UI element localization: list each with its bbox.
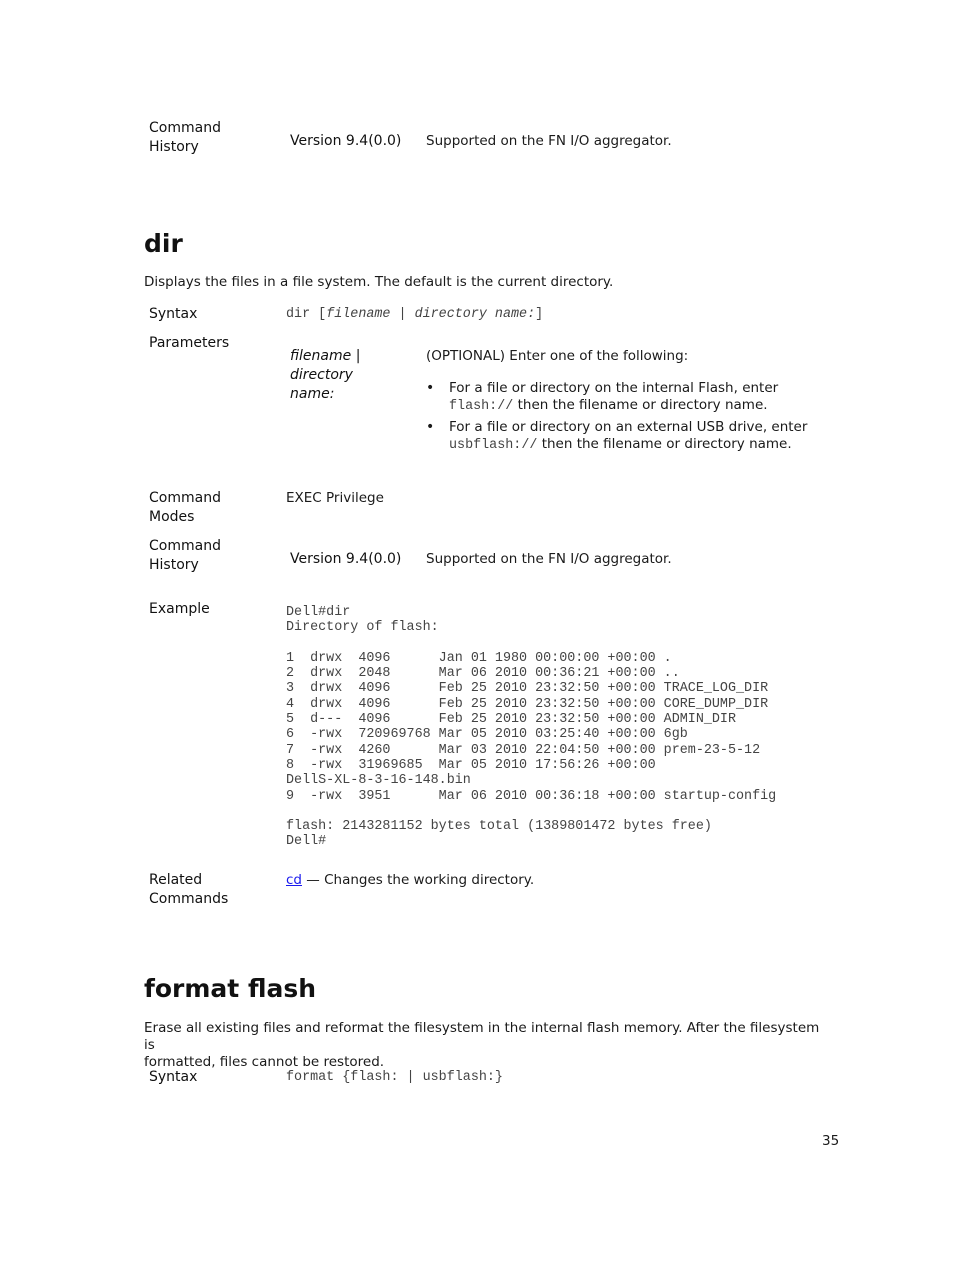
dir-syntax-label: Syntax <box>149 306 198 322</box>
dir-history-version: Version 9.4(0.0) <box>290 551 402 567</box>
page-number: 35 <box>822 1133 840 1149</box>
dir-param-name: filename | directory name: <box>290 348 361 402</box>
top-history-label: Command History <box>149 120 221 155</box>
dir-syntax-command: dir [filename | directory name:] <box>286 307 544 322</box>
dir-example-code: Dell#dir Directory of flash: 1 drwx 4096 Jan 01 1980 00:00:00 +00:00 . 2 drwx 2048 Mar 06 2010 00:36:21 +00:00 .. 3 drwx 4096 Feb 25 2010 23:32:50 +00:00 TRACE_LOG_DIR 4 drwx 4096 Feb 25 2010 23:32:50 +00:00 CORE_DUMP_DIR 5 d--- 4096 Feb 25 2010 23:32:50 +00:00 ADMIN_DIR 6 -rwx 720969768 Mar 05 2010 03:25:40 +00:00 6gb 7 -rwx 4260 Mar 03 2010 22:04:50 +00:00 prem-23-5-12 8 -rwx 31969685 Mar 05 2010 17:56:26 +00:00 DellS-XL-8-3-16-148.bin 9 -rwx 3951 Mar 06 2010 00:36:18 +00:00 startup-config flash: 2143281152 bytes total (1389801472 bytes free) Dell# <box>286 605 777 850</box>
dir-param-bullet-1: • For a file or directory on the internal Flash, enter flash:// then the filename or directory name. <box>426 380 779 414</box>
dir-related-label: Related Commands <box>149 872 229 907</box>
dir-modes-value: EXEC Privilege <box>286 490 384 506</box>
dir-intro: Displays the files in a file system. The default is the current directory. <box>144 274 614 290</box>
dir-related-entry: cd — Changes the working directory. <box>286 872 535 888</box>
dir-modes-label: Command Modes <box>149 490 221 525</box>
dir-history-label: Command History <box>149 538 221 573</box>
bullet-icon: • <box>426 380 435 396</box>
format-flash-syntax-label: Syntax <box>149 1069 198 1085</box>
format-flash-intro: Erase all existing files and reformat the filesystem in the internal flash memory. After the filesystem is formatted, files cannot be restored. <box>144 1020 820 1070</box>
dir-title: dir <box>144 229 183 258</box>
top-history-description: Supported on the FN I/O aggregator. <box>426 133 672 149</box>
dir-param-description: (OPTIONAL) Enter one of the following: <box>426 348 689 364</box>
cd-link[interactable]: cd <box>286 872 302 888</box>
top-history-version: Version 9.4(0.0) <box>290 133 402 149</box>
dir-parameters-label: Parameters <box>149 335 230 351</box>
dir-param-bullet-2: • For a file or directory on an external USB drive, enter usbflash:// then the filename or directory name. <box>426 419 808 453</box>
format-flash-title: format flash <box>144 974 317 1003</box>
dir-history-description: Supported on the FN I/O aggregator. <box>426 551 672 567</box>
dir-example-label: Example <box>149 601 210 617</box>
format-flash-syntax-command: format {flash: | usbflash:} <box>286 1070 503 1085</box>
bullet-icon: • <box>426 419 435 435</box>
